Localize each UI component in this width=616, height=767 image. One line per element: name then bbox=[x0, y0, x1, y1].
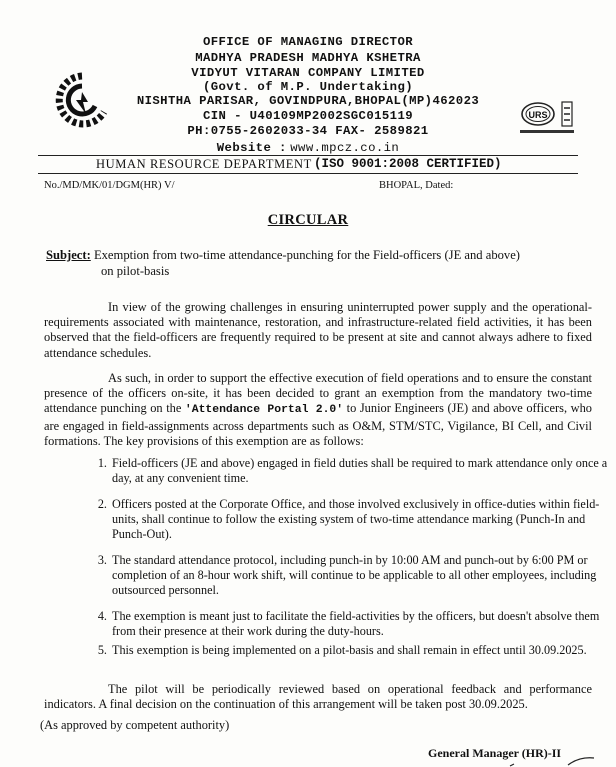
paragraph-decision-text-a: As such, in order to support the effective execution of field operations and to ensure the constant presence of the officers on-site, it has been decided to grant an exemption from the mandatory two-time attendance punching on the bbox=[44, 371, 592, 416]
subject-label: Subject: bbox=[46, 248, 91, 262]
provision-item: 1. Field-officers (JE and above) engaged in field duties shall be required to mark attendance only once a day, at any convenient time. bbox=[110, 456, 610, 486]
iso-certification: (ISO 9001:2008 CERTIFIED) bbox=[314, 157, 502, 171]
document-title: CIRCULAR bbox=[267, 212, 349, 228]
letterhead-phone: PH:0755-2602033-34 FAX- 2589821 bbox=[187, 124, 429, 138]
attendance-portal-name: 'Attendance Portal 2.0' bbox=[184, 404, 344, 417]
signatory-designation: General Manager (HR)-II bbox=[428, 746, 562, 760]
paragraph-intro bbox=[44, 300, 592, 361]
urs-logo-text: URS bbox=[528, 110, 548, 120]
paragraph-review-text: The pilot will be periodically reviewed based on operational feedback and performance indicators. A final decision on the continuation of this arrangement will be taken post 30.09.2025. bbox=[44, 682, 592, 712]
letterhead-website bbox=[0, 140, 616, 155]
provision-item: 4. The exemption is meant just to facilitate the field-activities by the officers, but doesn't absolve them from their presence at their work during the duty-hours. bbox=[110, 609, 610, 639]
reference-number: No./MD/MK/01/DGM(HR) V/ bbox=[44, 180, 175, 191]
letterhead-govt: (Govt. of M.P. Undertaking) bbox=[202, 80, 414, 94]
provisions-list bbox=[82, 456, 610, 669]
subject-text-line2: on pilot-basis bbox=[101, 264, 170, 278]
letterhead-rule-bottom bbox=[38, 173, 578, 174]
provision-item: 2. Officers posted at the Corporate Office, and those involved exclusively in office-duties within field-units, shall continue to follow the existing system of two-time attendance marking (Punch-In and Punch-Out). bbox=[110, 497, 610, 542]
paragraph-decision-text-b: to Junior Engineers (JE) and above officers, who are engaged in field-assignments across departments such as O&M, STM/STC, Vigilance, BI Cell, and Civil formations. The key provisions of this exemption are as follows: bbox=[44, 401, 592, 448]
provision-item: 3. The standard attendance protocol, including punch-in by 10:00 AM and punch-out by 6:00 PM or completion of an 8-hour work shift, will continue to be applicable to all other employees, including outsourced personnel. bbox=[110, 553, 610, 598]
letterhead-address: NISHTHA PARISAR, GOVINDPURA,BHOPAL(MP)462023 bbox=[136, 94, 480, 108]
letterhead-company-line2: VIDYUT VITARAN COMPANY LIMITED bbox=[191, 66, 425, 80]
place-date: BHOPAL, Dated: bbox=[379, 180, 454, 191]
approval-note: (As approved by competent authority) bbox=[40, 718, 230, 732]
provision-item: 5. This exemption is being implemented on a pilot-basis and shall remain in effect until 30.09.2025. bbox=[110, 643, 610, 658]
letterhead-rule-top bbox=[38, 155, 578, 156]
letterhead-company-line1: MADHYA PRADESH MADHYA KSHETRA bbox=[195, 51, 421, 65]
paragraph-review bbox=[44, 682, 592, 712]
letterhead-cin: CIN - U40109MP2002SGC015119 bbox=[202, 109, 414, 123]
website-label: Website : bbox=[216, 141, 287, 155]
subject-text-line1: Exemption from two-time attendance-punching for the Field-officers (JE and above) bbox=[93, 248, 521, 262]
paragraph-decision bbox=[44, 371, 592, 449]
subject bbox=[46, 247, 586, 279]
signature-scrawl-icon bbox=[480, 755, 600, 767]
paragraph-intro-text: In view of the growing challenges in ensuring uninterrupted power supply and the operational-requirements associated with maintenance, restoration, and infrastructure-related field activities, it has been observed that the field-officers are frequently required to be present at site and cannot always adhere to fixed attendance schedules. bbox=[44, 300, 592, 360]
website-url[interactable]: www.mpcz.co.in bbox=[290, 141, 400, 155]
department-name: HUMAN RESOURCE DEPARTMENT bbox=[96, 157, 312, 171]
letterhead-office: OFFICE OF MANAGING DIRECTOR bbox=[202, 35, 414, 49]
